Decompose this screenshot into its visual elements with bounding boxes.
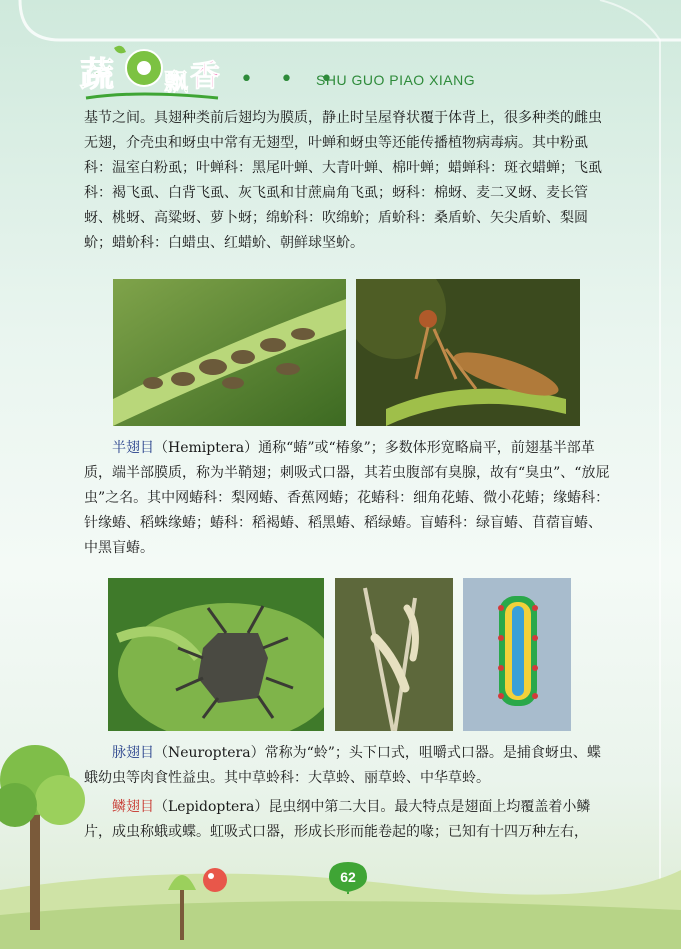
term-neuroptera: 脉翅目 — [112, 745, 154, 761]
svg-text:蔬: 蔬 — [80, 55, 114, 95]
paragraph-lepidoptera — [84, 795, 614, 845]
paragraph-text: （Neuroptera）常称为“蛉”；头下口式，咀嚼式口器。是捕食蚜虫、蝶蛾幼虫等肉食性益虫。其中草蛉科：大草蛉、丽草蛉、中华草蛉。 — [84, 745, 601, 786]
page-header — [78, 40, 638, 110]
brand-logo — [78, 42, 228, 102]
svg-text:飘: 飘 — [164, 68, 188, 96]
term-hemiptera: 半翅目 — [112, 440, 154, 456]
slug-caterpillar-photo — [463, 578, 571, 731]
paragraph-text: （Lepidoptera）昆虫纲中第二大目。最大特点是翅面上均覆盖着小鳞片，成虫称蛾或蝶。虹吸式口器，形成长形而能卷起的喙；已知有十四万种左右， — [84, 799, 591, 840]
header-pinyin: SHU GUO PIAO XIANG — [316, 72, 476, 88]
caterpillar-photo — [335, 578, 453, 731]
stink-bug-photo — [108, 578, 324, 731]
term-lepidoptera: 鳞翅目 — [112, 799, 154, 815]
paragraph-hemiptera — [84, 436, 614, 561]
paragraph-text: （Hemiptera）通称“蝽”或“椿象”；多数体形宽略扁平，前翅基半部革质，端半部膜质，称为半鞘翅；刺吸式口器，其若虫腹部有臭腺，故有“臭虫”、“放屁虫”之名。其中网蝽科：梨网蝽、香蕉网蝽；花蝽科：细角花蝽、微小花蝽；缘蝽科：针缘蝽、稻蛛缘蝽；蝽科：稻褐蝽、稻黑蝽、稻绿蝽。盲蝽科：绿盲蝽、苜蓿盲蝽、中黑盲蝽。 — [84, 440, 610, 556]
page-number: 62 — [340, 869, 356, 885]
paragraph-homoptera — [84, 106, 614, 256]
planthopper-photo — [356, 279, 580, 426]
header-dots: • • • — [240, 67, 343, 92]
svg-text:香: 香 — [190, 59, 220, 94]
paragraph-text: 基节之间。具翅种类前后翅均为膜质，静止时呈屋脊状覆于体背上，很多种类的雌虫无翅，介壳虫和蚜虫中常有无翅型，叶蝉和蚜虫等还能传播植物病毒病。其中粉虱科：温室白粉虱；叶蝉科：黑尾叶蝉、大青叶蝉、棉叶蝉；蜡蝉科：斑衣蜡蝉；飞虱科：褐飞虱、白背飞虱、灰飞虱和甘蔗扁角飞虱；蚜科：棉蚜、麦二叉蚜、麦长管蚜、桃蚜、高粱蚜、萝卜蚜；绵蚧科：吹绵蚧；盾蚧科：桑盾蚧、矢尖盾蚧、梨圆蚧；蜡蚧科：白蜡虫、红蜡蚧、朝鲜球坚蚧。 — [84, 110, 602, 251]
aphids-photo — [113, 279, 346, 426]
paragraph-neuroptera — [84, 741, 614, 791]
